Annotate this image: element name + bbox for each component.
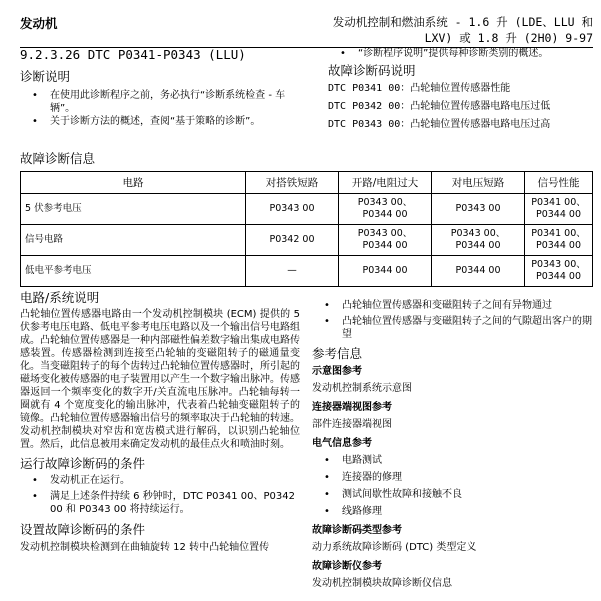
ref-link[interactable]: • 连接器的修理	[312, 471, 596, 484]
ref-link[interactable]: 部件连接器端视图	[312, 419, 392, 430]
section-title: 9.2.3.26 DTC P0341-P0343 (LLU)	[20, 47, 246, 62]
dtc-code: DTC P0342 00	[328, 101, 401, 112]
circuit-desc-text: 凸轮轴位置传感器电路由一个发动机控制模块 (ECM) 提供的 5 伏参考电压电路、低电平参考电压电路以及一个输出信号电路组成。凸轮轴位置传感器是一种内部磁性偏差数字输出集成电路传感装置。传感器检测到连接至凸轮轴的变磁阻转子的磁通量变化。当变磁阻转子的每个齿转过凸轮轴位置传感器时，所引起的磁场变化被传感器的电子装置用以产生一个数字输出脉冲。传感器返回一个频率变化的数字开/关直流电压脉冲。凸轮轴每转一圈就有 4 个宽度变化的输出脉冲，代表着凸轮轴变磁阻转子的镜像。凸轮轴位置传感器输出信号的频率取决于凸轮轴的转速。发动机控制模块对窄齿和宽齿模式进行解码，以识别凸轮轴位置。然后，此信息被用来确定发动机的最佳点火和喷油时刻。	[20, 309, 300, 450]
table-cell: P0341 00、 P0344 00	[525, 194, 593, 225]
dtc-desc: 凸轮轴位置传感器性能	[410, 83, 511, 94]
table-cell: P0344 00	[339, 256, 432, 287]
dtc-descriptor-item: DTC P0343 00：凸轮轴位置传感器电路电压过高	[328, 119, 551, 130]
condition-item: • 凸轮轴位置传感器和变磁阻转子之间有异物通过	[312, 299, 596, 312]
fault-diagnosis-table	[20, 171, 593, 287]
set-conditions-title: 设置故障诊断码的条件	[20, 522, 146, 537]
table-cell: P0343 00、 P0344 00	[339, 194, 432, 225]
ref-link[interactable]: 发动机控制模块故障诊断仪信息	[312, 578, 452, 589]
table-row	[21, 194, 593, 225]
condition-item: • 凸轮轴位置传感器与变磁阻转子之间的气隙超出客户的期望	[312, 315, 596, 341]
circuit-name-cell: 信号电路	[21, 225, 246, 256]
diag-desc-item: • 在使用此诊断程序之前，务必执行“诊断系统检查 - 车辆”。	[20, 89, 300, 115]
run-conditions-title: 运行故障诊断码的条件	[20, 456, 146, 471]
table-title: 故障诊断信息	[20, 151, 96, 166]
table-cell: P0343 00、 P0344 00	[339, 225, 432, 256]
circuit-desc-title: 电路/系统说明	[20, 290, 100, 305]
circuit-name-cell: 低电平参考电压	[21, 256, 246, 287]
column-header: 信号性能	[525, 172, 593, 194]
table-cell: P0343 00	[246, 194, 339, 225]
header-chapter-title	[333, 14, 593, 46]
ref-link[interactable]: 发动机控制系统示意图	[312, 383, 412, 394]
header-title-line2: LXV) 或 1.8 升 (2H0) 9-97	[424, 31, 593, 45]
reference-title: 参考信息	[312, 346, 363, 361]
ref-link[interactable]: • 线路修理	[312, 505, 596, 518]
diag-desc-item: • 关于诊断方法的概述，查阅“基于策略的诊断”。	[20, 115, 300, 128]
dtc-code: DTC P0341 00	[328, 83, 401, 94]
table-cell: P0343 00	[432, 194, 525, 225]
table-cell: P0343 00、 P0344 00	[432, 225, 525, 256]
table-row	[21, 256, 593, 287]
ref-heading: 故障诊断码类型参考	[312, 525, 402, 536]
ref-link[interactable]: 动力系统故障诊断码 (DTC) 类型定义	[312, 542, 477, 553]
table-cell: P0342 00	[246, 225, 339, 256]
run-condition-item: • 发动机正在运行。	[20, 474, 300, 487]
diag-desc-title: 诊断说明	[20, 69, 71, 84]
column-header: 电路	[21, 172, 246, 194]
column-header: 开路/电阻过大	[339, 172, 432, 194]
dtc-descriptor-item: DTC P0342 00：凸轮轴位置传感器电路电压过低	[328, 101, 551, 112]
diagnostic-description	[20, 70, 300, 128]
dtc-descriptor-title: 故障诊断码说明	[328, 63, 416, 78]
table-cell: P0343 00、 P0344 00	[525, 256, 593, 287]
dtc-descriptor-item: DTC P0341 00：凸轮轴位置传感器性能	[328, 83, 511, 94]
reference-section	[312, 299, 596, 590]
table-cell: P0344 00	[432, 256, 525, 287]
run-condition-item: • 满足上述条件持续 6 秒钟时，DTC P0341 00、P0342 00 和 P0343 00 将持续运行。	[20, 490, 300, 516]
ref-heading: 示意图参考	[312, 366, 362, 377]
program-overview-note: • “诊断程序说明”提供每种诊断类别的概述。	[328, 47, 596, 60]
ref-heading: 故障诊断仪参考	[312, 561, 382, 572]
ref-heading: 连接器端视图参考	[312, 402, 392, 413]
ref-heading: 电气信息参考	[312, 438, 372, 449]
table-header-row	[21, 172, 593, 194]
table-row	[21, 225, 593, 256]
column-header: 对电压短路	[432, 172, 525, 194]
ref-link[interactable]: • 电路测试	[312, 454, 596, 467]
circuit-name-cell: 5 伏参考电压	[21, 194, 246, 225]
circuit-description-section	[20, 291, 300, 554]
header-title-line1: 发动机控制和燃油系统 - 1.6 升 (LDE、LLU 和	[332, 15, 593, 29]
ref-link[interactable]: • 测试间歇性故障和接触不良	[312, 488, 596, 501]
set-conditions-text: 发动机控制模块检测到在曲轴旋转 12 转中凸轮轴位置传	[20, 542, 270, 553]
header-section-name: 发动机	[20, 16, 58, 31]
dtc-desc: 凸轮轴位置传感器电路电压过低	[410, 101, 551, 112]
table-cell: P0341 00、 P0344 00	[525, 225, 593, 256]
table-cell: —	[246, 256, 339, 287]
dtc-code: DTC P0343 00	[328, 119, 401, 130]
dtc-desc: 凸轮轴位置传感器电路电压过高	[410, 119, 551, 130]
column-header: 对搭铁短路	[246, 172, 339, 194]
dtc-descriptor-section	[328, 47, 596, 131]
